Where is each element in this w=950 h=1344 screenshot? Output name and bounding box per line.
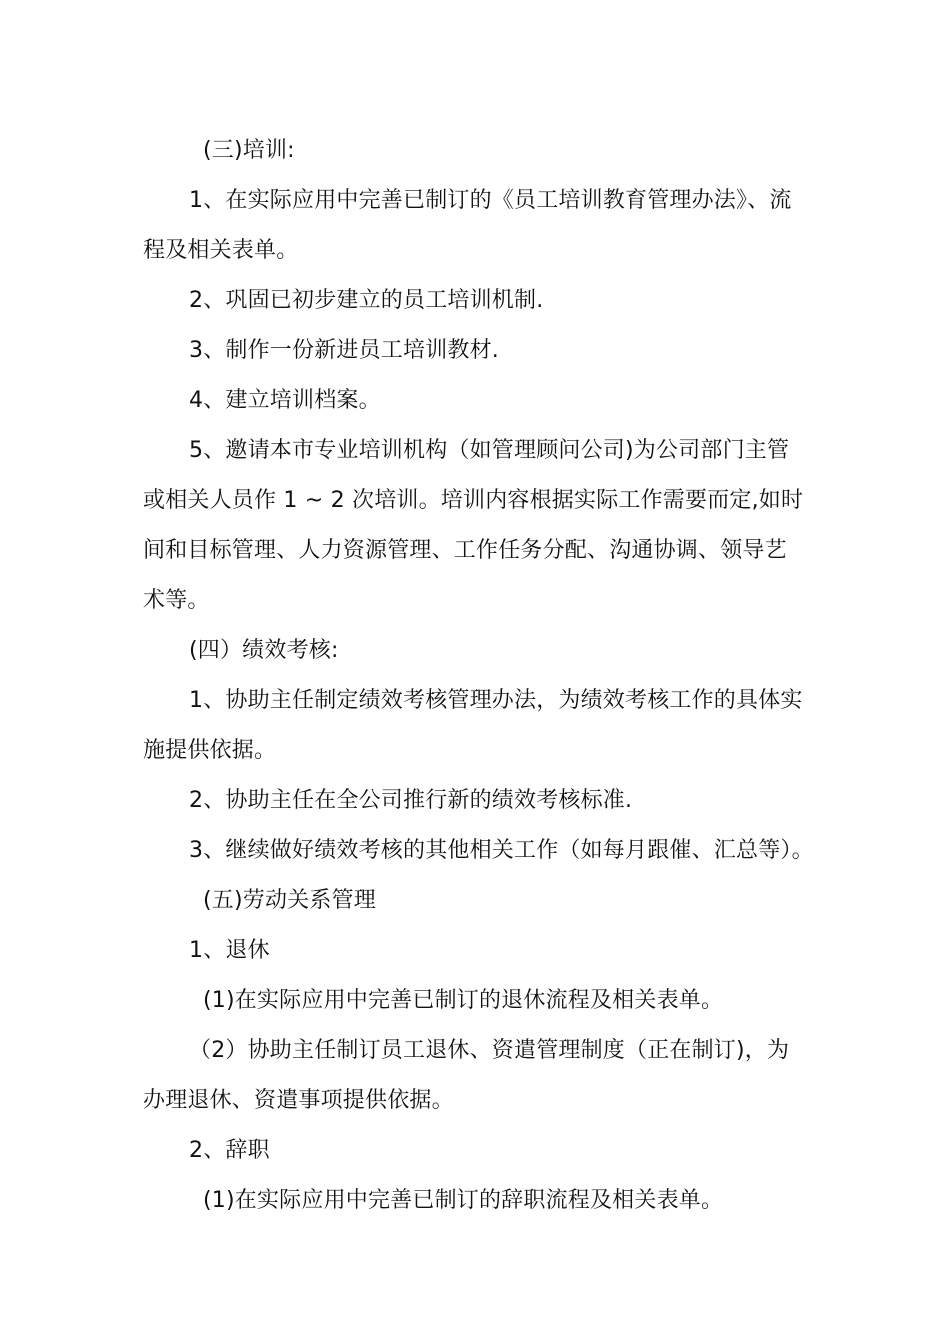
paragraph-line: 程及相关表单。 <box>143 238 299 263</box>
paragraph-line: （2）协助主任制订员工退休、资遣管理制度（正在制订)，为 <box>189 1038 790 1063</box>
section-heading-labor-relations: (五)劳动关系管理 <box>203 888 376 913</box>
paragraph-line: 5、邀请本市专业培训机构（如管理顾问公司)为公司部门主管 <box>189 438 790 463</box>
section-heading-training: (三)培训: <box>203 138 295 163</box>
paragraph-line: (1)在实际应用中完善已制订的退休流程及相关表单。 <box>203 988 724 1013</box>
paragraph-line: 3、继续做好绩效考核的其他相关工作（如每月跟催、汇总等）。 <box>189 838 814 863</box>
paragraph-line: (1)在实际应用中完善已制订的辞职流程及相关表单。 <box>203 1188 724 1213</box>
subheading-retirement: 1、退休 <box>189 938 270 963</box>
paragraph-line: 4、建立培训档案。 <box>189 388 381 413</box>
paragraph-line: 施提供依据。 <box>143 738 277 763</box>
paragraph-line: 办理退休、资遣事项提供依据。 <box>143 1088 454 1113</box>
paragraph-line: 2、协助主任在全公司推行新的绩效考核标准. <box>189 788 633 813</box>
paragraph-line: 2、巩固已初步建立的员工培训机制. <box>189 288 544 313</box>
paragraph-line: 1、协助主任制定绩效考核管理办法，为绩效考核工作的具体实 <box>189 688 803 713</box>
section-heading-performance: (四）绩效考核: <box>189 638 339 663</box>
paragraph-line: 术等。 <box>143 588 210 613</box>
paragraph-line: 1、在实际应用中完善已制订的《员工培训教育管理办法》、流 <box>189 188 792 213</box>
paragraph-line: 3、制作一份新进员工培训教材. <box>189 338 499 363</box>
paragraph-line: 间和目标管理、人力资源管理、工作任务分配、沟通协调、领导艺 <box>143 538 787 563</box>
paragraph-line: 或相关人员作 1 ~ 2 次培训。培训内容根据实际工作需要而定,如时 <box>143 488 804 513</box>
subheading-resignation: 2、辞职 <box>189 1138 270 1163</box>
